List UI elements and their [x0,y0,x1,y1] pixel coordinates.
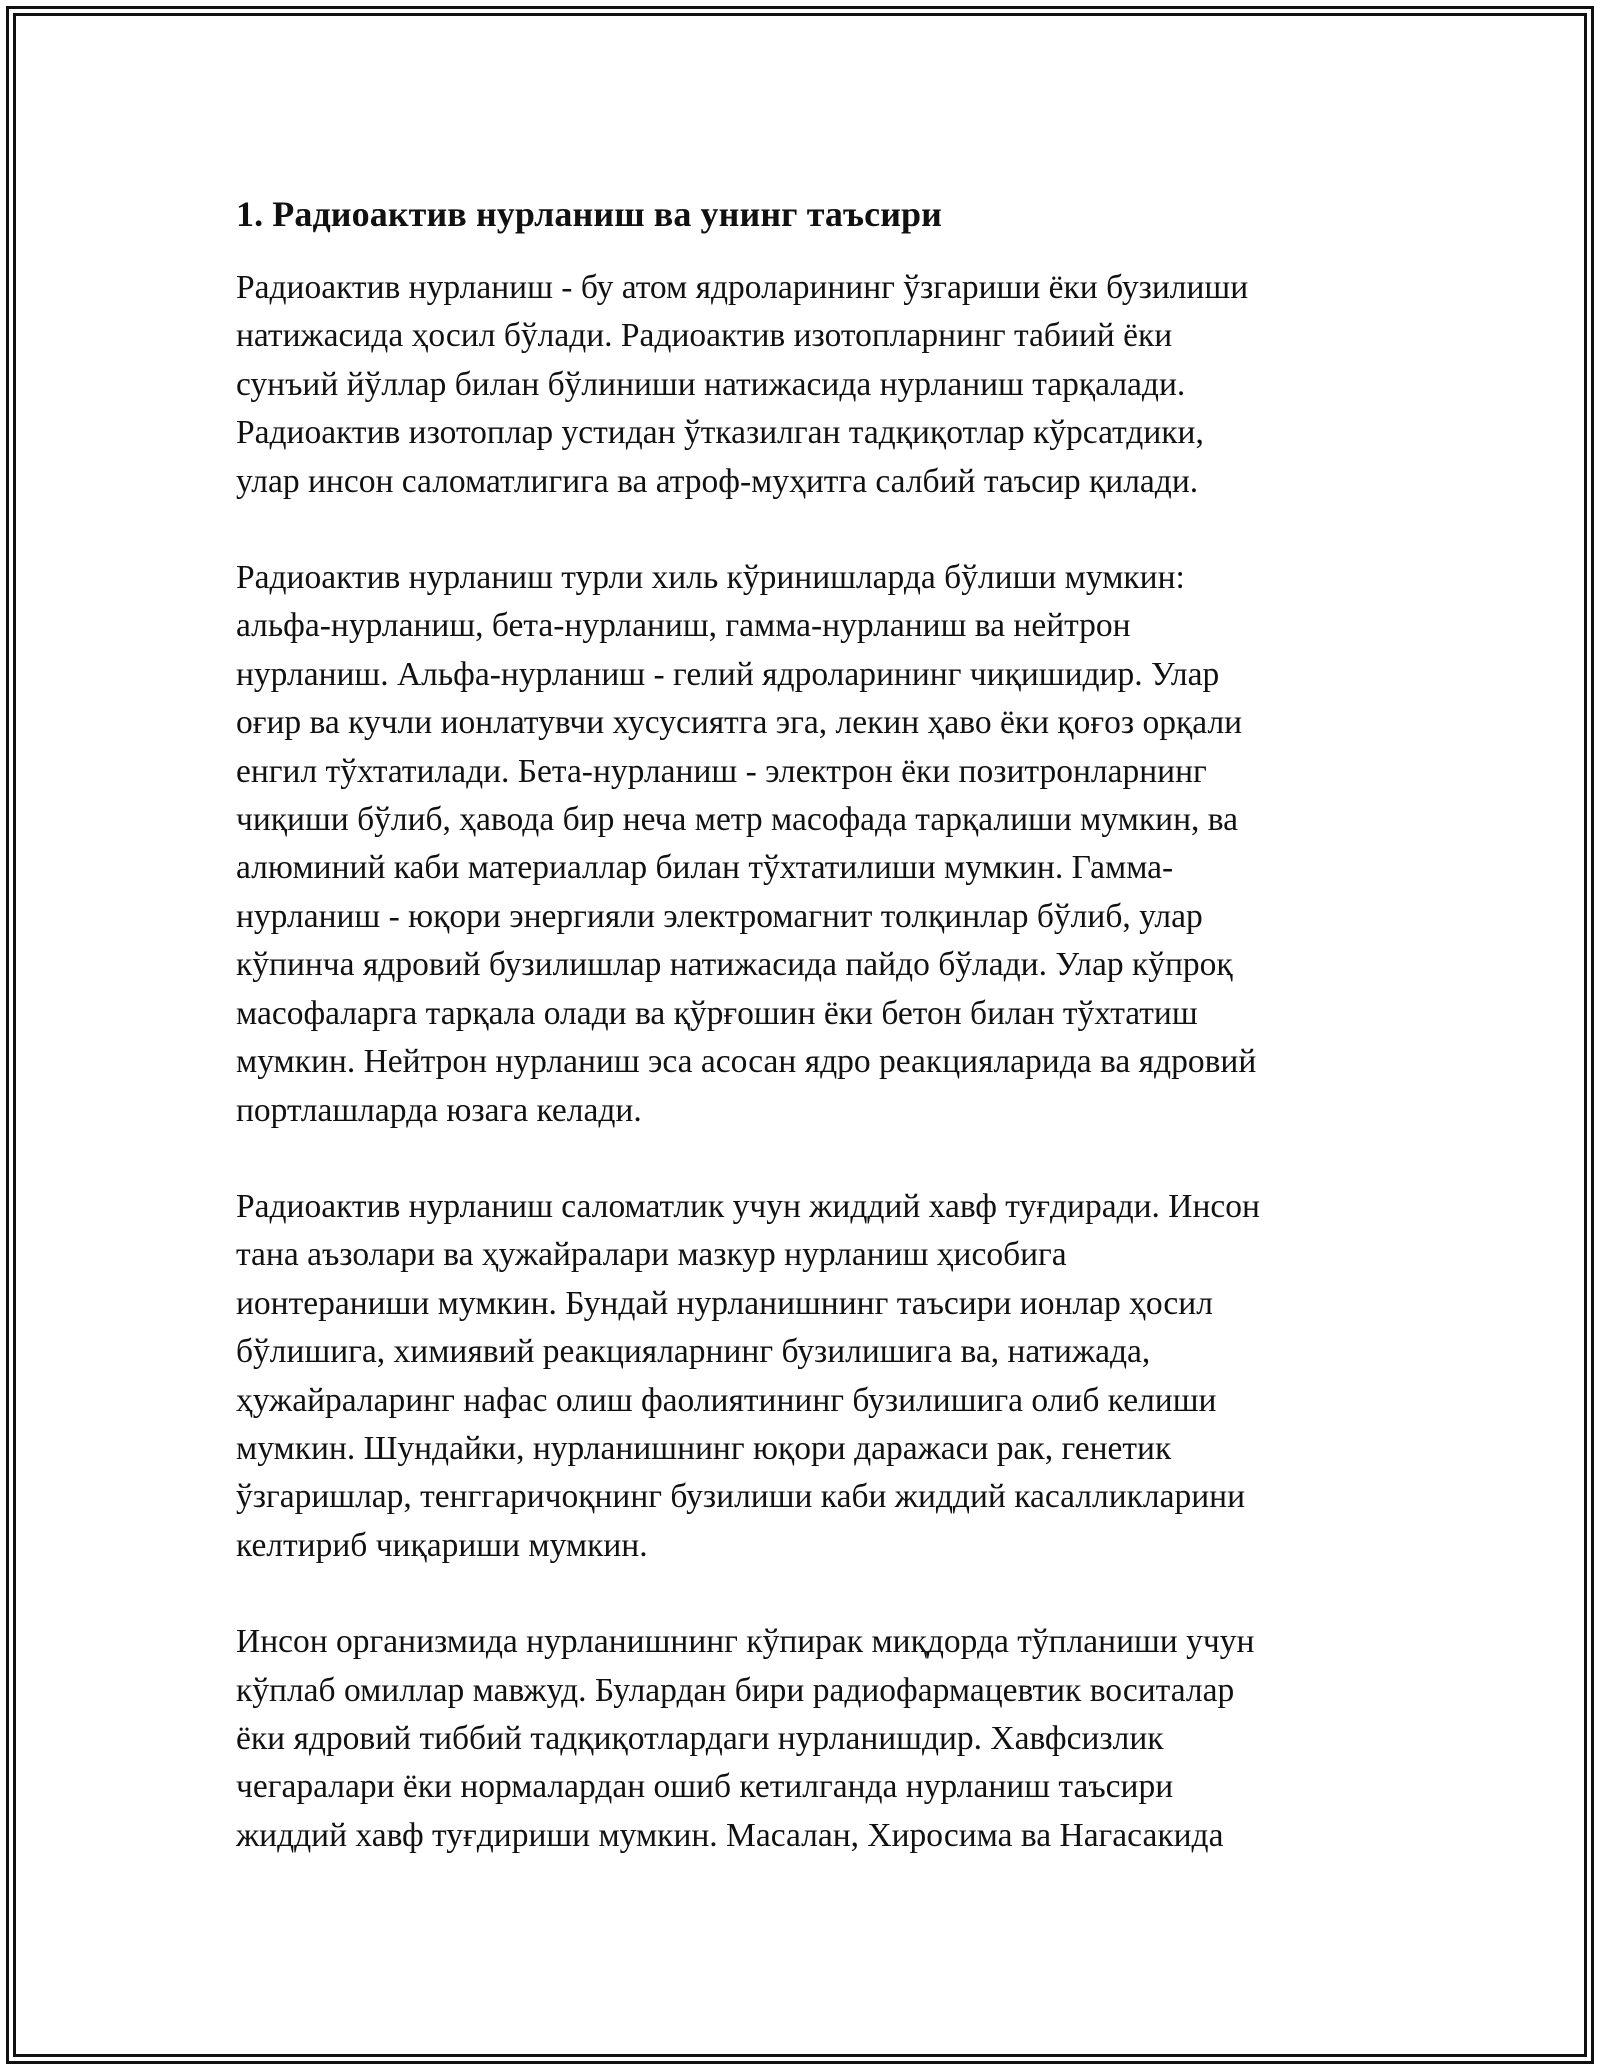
paragraph-line: Радиоактив изотоплар устидан ўтказилган тадқиқотлар кўрсатдики, [236,414,1204,452]
paragraph-line: нурланиш. Альфа-нурланиш - гелий ядроларининг чиқишидир. Улар [236,655,1220,693]
paragraph-line: чегаралари ёки нормалардан ошиб кетилганда нурланиш таъсири [236,1768,1174,1806]
paragraph-line: ёки ядровий тиббий тадқиқотлардаги нурланишдир. Хавфсизлик [236,1719,1164,1757]
paragraph-line: енгил тўхтатилади. Бета-нурланиш - электрон ёки позитронларнинг [236,752,1207,790]
paragraph-line: тана аъзолари ва ҳужайралари мазкур нурланиш ҳисобига [236,1236,1067,1274]
paragraph-radiation-types [236,554,1381,1135]
paragraph-line: алюминий каби материаллар билан тўхтатилиши мумкин. Гамма- [236,849,1174,887]
paragraph-line: мумкин. Шундайки, нурланишнинг юқори даражаси рак, генетик [236,1429,1172,1467]
paragraph-line: Радиоактив нурланиш турли хиль кўринишларда бўлиши мумкин: [236,559,1185,597]
paragraph-line: портлашларда юзага келади. [236,1091,642,1129]
paragraph-line: сунъий йўллар билан бўлиниши натижасида нурланиш тарқалади. [236,365,1186,403]
paragraph-line: ўзгаришлар, тенггаричоқнинг бузилиши каби жиддий касалликларини [236,1478,1246,1516]
paragraph-line: келтириб чиқариши мумкин. [236,1526,648,1564]
paragraph-accumulation [236,1618,1381,1860]
paragraph-line: ҳужайраларинг нафас олиш фаолиятининг бузилишига олиб келиши [236,1381,1217,1419]
paragraph-line: мумкин. Нейтрон нурланиш эса асосан ядро реакцияларида ва ядровий [236,1043,1257,1081]
paragraph-line: оғир ва кучли ионлатувчи хусусиятга эга, лекин ҳаво ёки қоғоз орқали [236,704,1243,742]
paragraph-line: чиқиши бўлиб, ҳавода бир неча метр масофада тарқалиши мумкин, ва [236,801,1238,839]
paragraph-line: нурланиш - юқори энергияли электромагнит толқинлар бўлиб, улар [236,897,1203,935]
paragraph-intro [236,264,1381,506]
paragraph-line: Радиоактив нурланиш саломатлик учун жиддий хавф туғдиради. Инсон [236,1187,1260,1225]
paragraph-line: Радиоактив нурланиш - бу атом ядроларининг ўзгариши ёки бузилиши [236,269,1249,306]
paragraph-health-risk [236,1183,1381,1570]
paragraph-line: улар инсон саломатлигига ва атроф-муҳитга салбий таъсир қилади. [236,462,1199,500]
paragraph-line: кўпинча ядровий бузилишлар натижасида пайдо бўлади. Улар кўпроқ [236,946,1233,984]
page-title: 1. Радиоактив нурланиш ва унинг таъсири [236,194,943,234]
paragraph-line: Инсон организмида нурланишнинг кўпирак миқдорда тўпланиши учун [236,1623,1255,1661]
paragraph-line: натижасида ҳосил бўлади. Радиоактив изотопларнинг табиий ёки [236,317,1173,355]
paragraph-line: ионтераниши мумкин. Бундай нурланишнинг таъсири ионлар ҳосил [236,1284,1213,1322]
paragraph-line: альфа-нурланиш, бета-нурланиш, гамма-нурланиш ва нейтрон [236,607,1131,645]
paragraph-line: кўплаб омиллар мавжуд. Булардан бири радиофармацевтик воситалар [236,1671,1235,1709]
paragraph-line: масофаларга тарқала олади ва қўрғошин ёки бетон билан тўхтатиш [236,994,1198,1032]
paragraph-line: бўлишига, химиявий реакцияларнинг бузилишига ва, натижада, [236,1333,1151,1371]
paragraph-line: жиддий хавф туғдириши мумкин. Масалан, Хиросима ва Нагасакида [236,1816,1224,1854]
document-body [236,186,1381,1908]
